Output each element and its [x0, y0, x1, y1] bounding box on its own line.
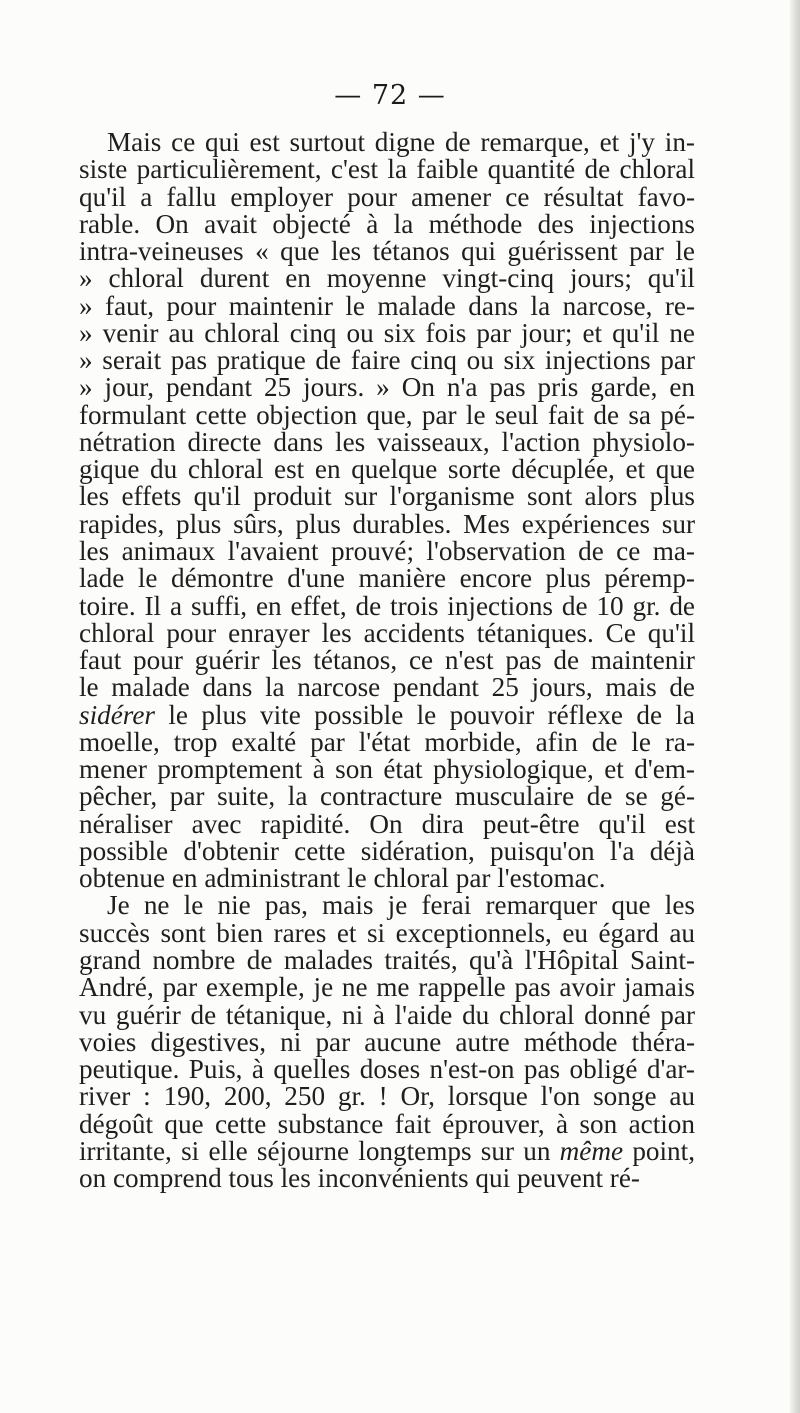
text-line: [79, 483, 695, 510]
text-line: [79, 374, 695, 401]
text-span: rable. On avait objecté à la méthode des injections: [79, 208, 695, 239]
text-span: qu'il a fallu employer pour amener ce résultat favo-: [79, 181, 695, 212]
text-line: [79, 892, 695, 919]
text-span: siste particulièrement, c'est la faible quantité de chloral: [79, 154, 695, 185]
text-line: [79, 1165, 695, 1192]
text-span: peutique. Puis, à quelles doses n'est-on pas obligé d'ar-: [79, 1054, 695, 1085]
text-line: [79, 674, 695, 701]
text-line: [79, 726, 695, 757]
text-line: [79, 508, 695, 539]
text-line: [79, 590, 695, 621]
text-span: » faut, pour maintenir le malade dans la narcose, re-: [79, 290, 695, 321]
text-span: Je ne le nie pas, mais je ferai remarquer que les: [107, 890, 695, 921]
text-line: [79, 456, 695, 483]
text-span: lade le démontre d'une manière encore plus péremp-: [79, 563, 695, 594]
text-span: » jour, pendant 25 jours. » On n'a pas pris garde, en: [79, 372, 695, 403]
text-span: » venir au chloral cinq ou six fois par jour; et qu'il ne: [79, 317, 695, 348]
text-line: [79, 399, 695, 430]
text-span: rapides, plus sûrs, plus durables. Mes expériences sur: [79, 508, 695, 539]
text-span: le plus vite possible le pouvoir réflexe de la: [155, 699, 695, 730]
text-line: [79, 944, 695, 975]
text-line: [79, 181, 695, 212]
text-span: possible d'obtenir cette sidération, puisqu'on l'a déjà: [79, 835, 695, 866]
text-span: les effets qu'il produit sur l'organisme sont alors plus: [79, 481, 695, 512]
text-span: obtenue en administrant le chloral par l'estomac.: [79, 863, 606, 894]
text-span: grand nombre de malades traités, qu'à l'Hôpital Saint-: [79, 944, 695, 975]
text-line: [79, 835, 695, 866]
text-line: [79, 1056, 695, 1083]
text-line: [79, 783, 695, 810]
text-span: intra-veineuses « que les tétanos qui guérissent par le: [79, 236, 695, 267]
text-line: [79, 1083, 695, 1110]
paragraph-1: [79, 129, 695, 892]
text-span: on comprend tous les inconvénients qui peuvent ré-: [79, 1163, 640, 1194]
text-line: [79, 265, 695, 292]
text-span: voies digestives, ni par aucune autre méthode théra-: [79, 1026, 695, 1057]
text-line: [79, 756, 695, 783]
text-line: [79, 290, 695, 321]
text-span: pêcher, par suite, la contracture musculaire de se gé-: [79, 781, 695, 812]
text-span: toire. Il a suffi, en effet, de trois injections de 10 gr. de: [79, 590, 695, 621]
text-span: néraliser avec rapidité. On dira peut-être qu'il est: [79, 808, 695, 839]
text-line: [79, 917, 695, 948]
text-span: » chloral durent en moyenne vingt-cinq jours; qu'il: [79, 263, 695, 294]
page-edge-shadow: [790, 0, 800, 1413]
text-span: faut pour guérir les tétanos, ce n'est pas de maintenir: [79, 645, 695, 676]
text-line: [79, 535, 695, 566]
text-line: [79, 1026, 695, 1057]
text-span: river : 190, 200, 250 gr. ! Or, lorsque l'on songe au: [79, 1081, 695, 1112]
text-span: moelle, trop exalté par l'état morbide, afin de le ra-: [79, 726, 695, 757]
text-span: vu guérir de tétanique, ni à l'aide du chloral donné par: [79, 999, 695, 1030]
italic-word: sidérer: [79, 699, 156, 730]
text-span: Mais ce qui est surtout digne de remarque, et j'y in-: [107, 127, 695, 157]
text-line: [79, 208, 695, 239]
text-line: [79, 426, 695, 457]
text-span: formulant cette objection que, par le seul fait de sa pé-: [79, 399, 695, 430]
text-line: [79, 347, 695, 374]
text-line: [79, 699, 695, 730]
text-span: chloral pour enrayer les accidents tétaniques. Ce qu'il: [79, 617, 695, 648]
text-span: mener promptement à son état physiologique, et d'em-: [79, 754, 695, 785]
text-line: [79, 999, 695, 1030]
text-line: [79, 129, 695, 156]
text-span: » serait pas pratique de faire cinq ou six injections par: [79, 345, 695, 376]
text-span: point,: [623, 1135, 695, 1166]
text-line: [79, 156, 695, 183]
text-line: [79, 647, 695, 674]
paragraph-2: [79, 892, 695, 1192]
text-line: [79, 1108, 695, 1139]
text-span: gique du chloral est en quelque sorte décuplée, et que: [79, 454, 695, 485]
text-span: André, par exemple, je ne me rappelle pas avoir jamais: [79, 972, 695, 1003]
text-span: succès sont bien rares et si exceptionnels, eu égard au: [79, 917, 695, 948]
text-span: irritante, si elle séjourne longtemps sur un: [79, 1135, 560, 1166]
text-line: [79, 1135, 695, 1166]
text-span: dégoût que cette substance fait éprouver, à son action: [79, 1108, 695, 1139]
text-line: [79, 865, 695, 892]
text-line: [79, 974, 695, 1001]
italic-word: même: [559, 1135, 624, 1166]
text-line: [79, 617, 695, 648]
text-line: [79, 238, 695, 265]
text-span: le malade dans la narcose pendant 25 jours, mais de: [79, 672, 695, 703]
text-span: les animaux l'avaient prouvé; l'observation de ce ma-: [79, 535, 695, 566]
page-number: — 72 —: [334, 80, 446, 111]
text-span: nétration directe dans les vaisseaux, l'action physiolo-: [79, 426, 695, 457]
text-line: [79, 808, 695, 839]
body-text: [79, 129, 695, 1192]
text-line: [79, 317, 695, 348]
text-line: [79, 565, 695, 592]
